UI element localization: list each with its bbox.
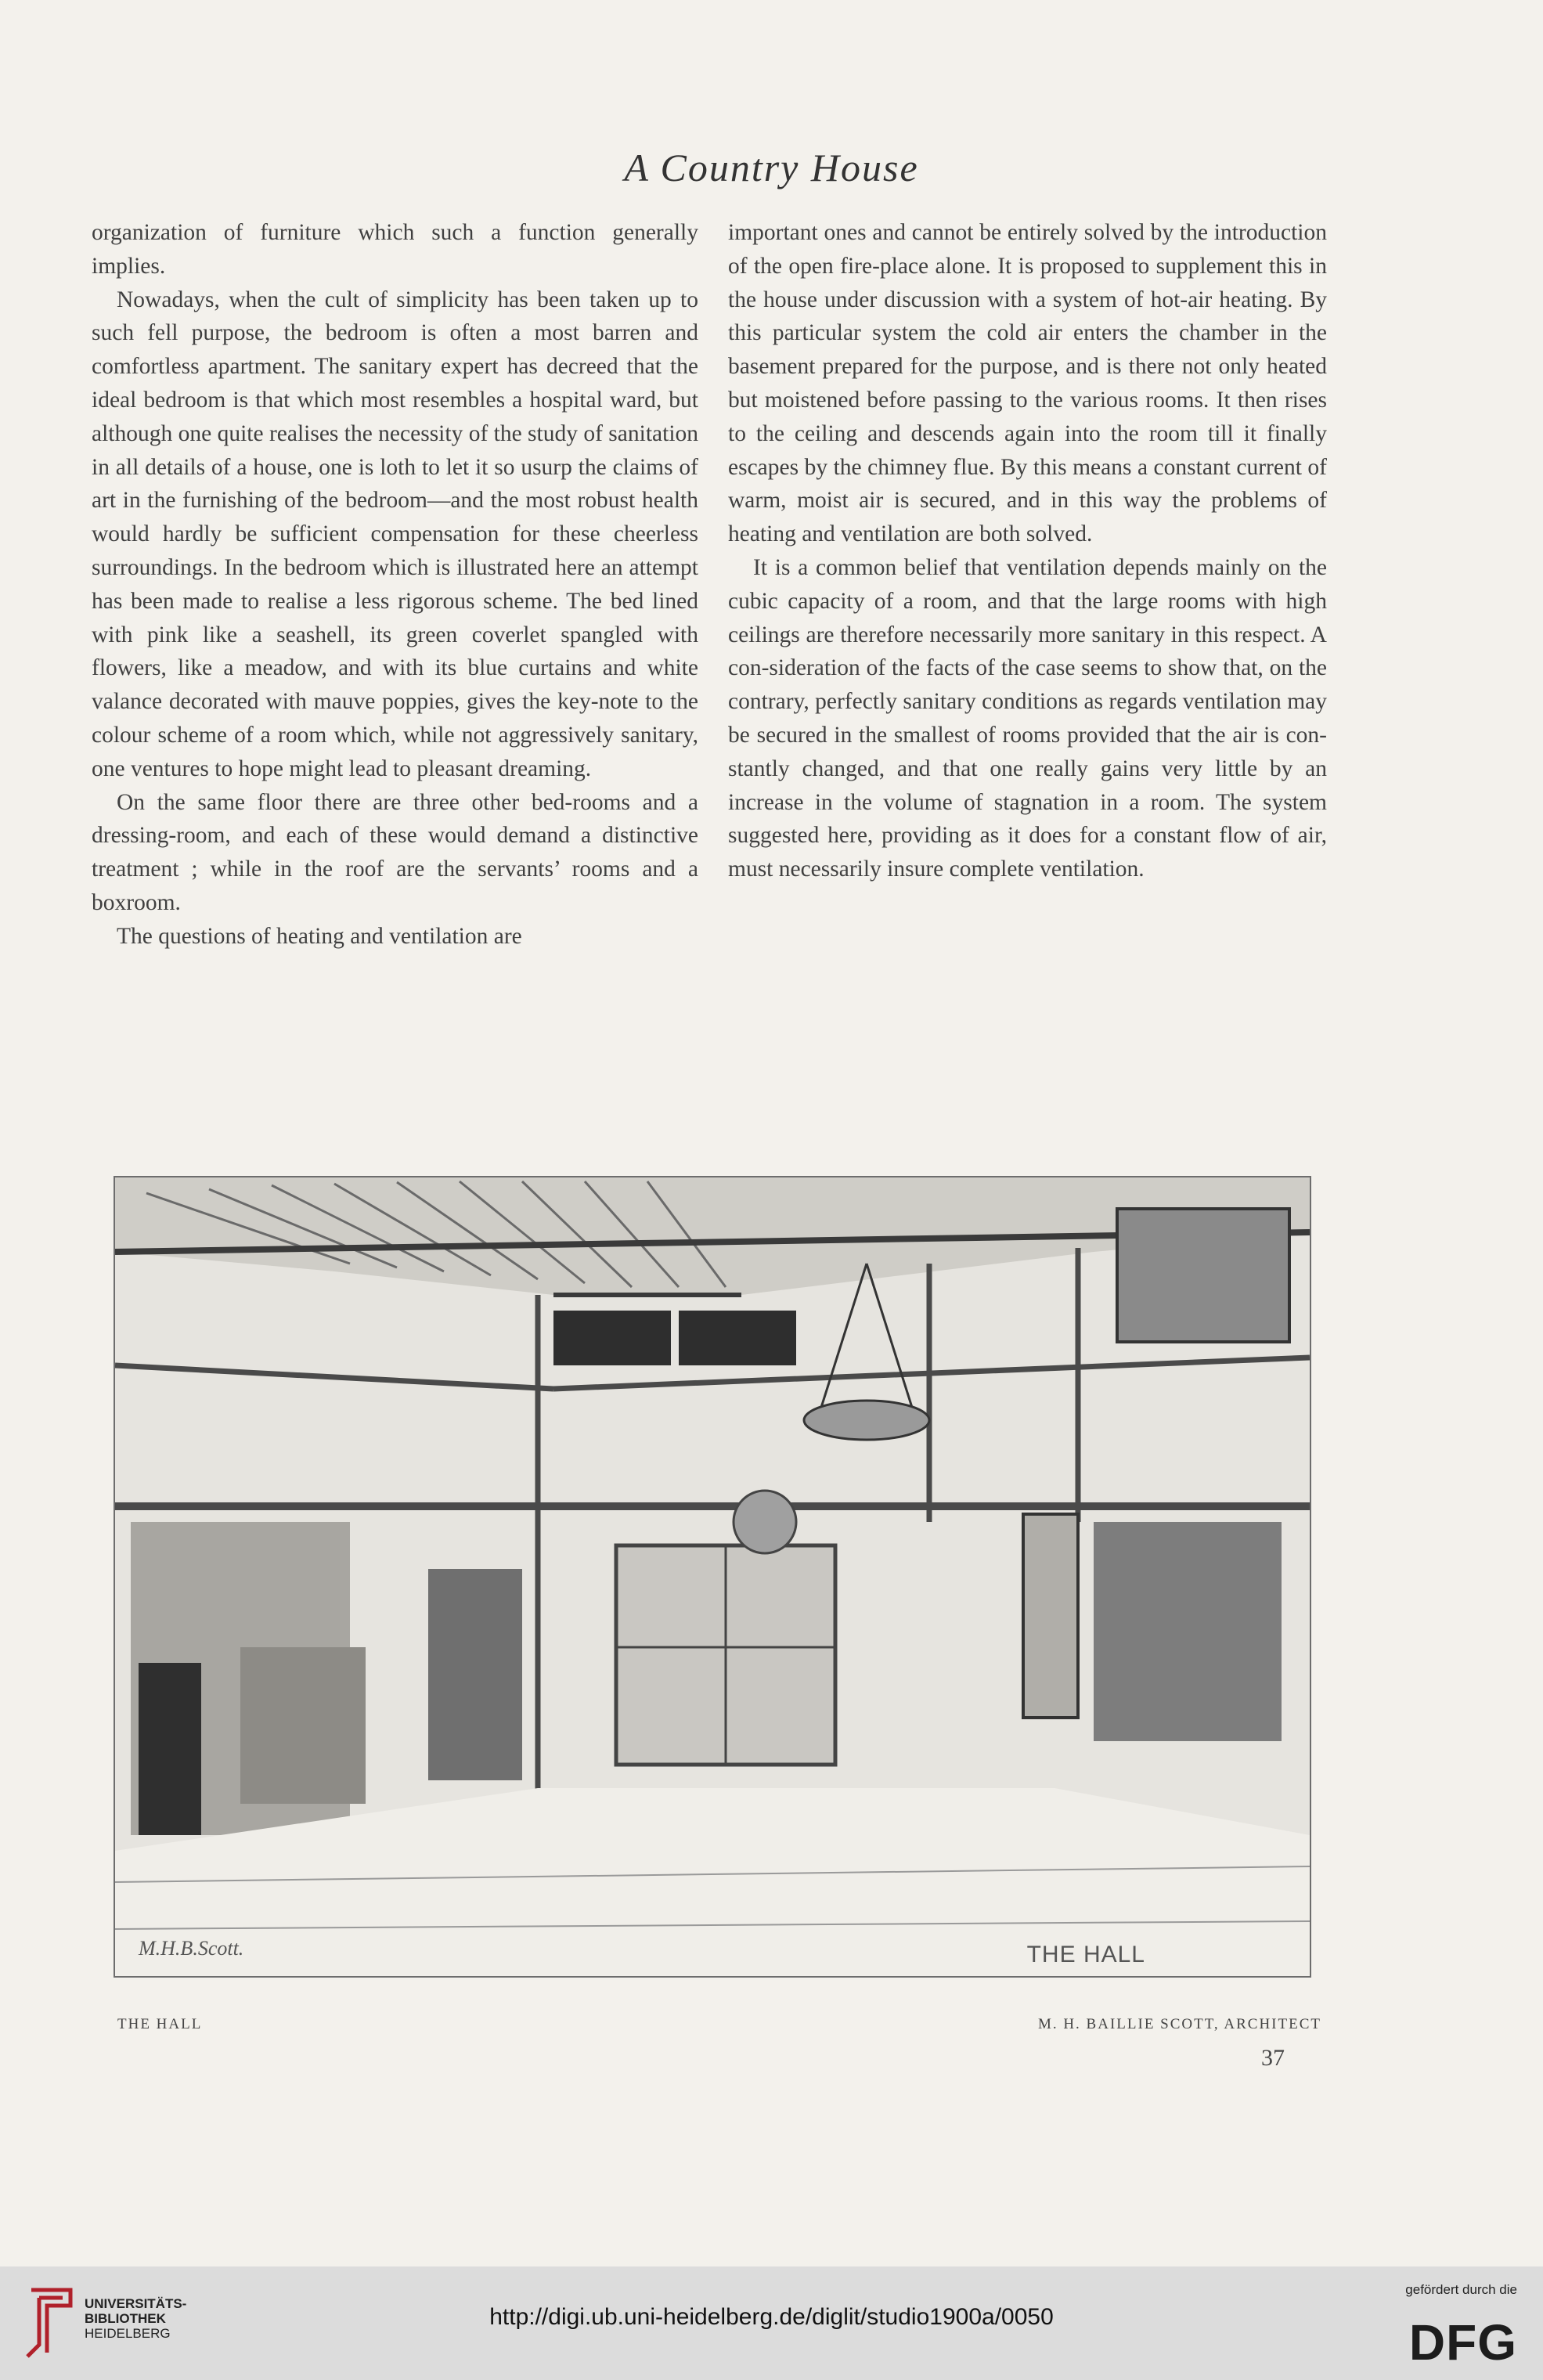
left-column <box>92 216 698 954</box>
funding-label: gefördert durch die <box>1405 2282 1517 2297</box>
paragraph: Nowadays, when the cult of simplicity has been taken up to such fell purpose, the bedroom is often a most barren and comfortless apartment. The sanitary expert has decreed that the ideal bedroom is that which most resembles a hospital ward, but although one quite realises the necessity of the study of sanitation in all details of a house, one is loth to let it so usurp the claims of art in the furnishing of the bedroom—and the most robust health would hardly be sufficient compensation for these cheerless surroundings. In the bedroom which is illustrated here an attempt has been made to realise a less rigorous scheme. The bed lined with pink like a seashell, its green coverlet spangled with flowers, like a meadow, and with its blue curtains and white valance decorated with mauve poppies, gives the key-note to the colour scheme of a room which, while not aggressively sanitary, one ventures to hope might lead to pleasant dreaming. <box>92 287 699 781</box>
paragraph: On the same floor there are three other bed-rooms and a dressing-room, and each of these would demand a distinctive treatment ; while in the roof are the servants’ rooms and a boxroom. <box>92 789 698 915</box>
library-name-line: UNIVERSITÄTS- <box>85 2296 187 2311</box>
figure-caption: THE HALL <box>117 2016 203 2032</box>
architect-credit: M. H. BAILLIE SCOTT, ARCHITECT <box>1037 2016 1321 2032</box>
running-title: A Country House <box>624 146 919 189</box>
source-url[interactable]: http://digi.ub.uni-heidelberg.de/diglit/studio1900a/0050 <box>489 2304 1054 2330</box>
paragraph: organization of furniture which such a function generally implies. <box>92 220 698 279</box>
right-column <box>728 216 1327 886</box>
digitization-footer <box>0 2266 1543 2380</box>
page-number: 37 <box>1261 2045 1285 2071</box>
library-name-line: BIBLIOTHEK <box>85 2311 166 2326</box>
hall-drawing <box>115 1177 1310 1976</box>
dfg-logo: DFG <box>1408 2314 1517 2371</box>
illustration-inscription: THE HALL <box>1026 1942 1145 1967</box>
paragraph: It is a common belief that ventilation depends mainly on the cubic capacity of a room, and that the large rooms with high ceilings are therefore necessarily more sanitary in this respect. A con-sideration of the facts of the case seems to show that, on the contrary, perfectly sanitary conditions as regards ventilation may be secured in the smallest of rooms provided that the air is con-stantly changed, and that one really gains very little by an increase in the volume of stagnation in a room. The system suggested here, providing as it does for a constant flow of air, must necessarily insure complete ventilation. <box>728 554 1327 882</box>
illustration-the-hall <box>114 1176 1311 1978</box>
paragraph: important ones and cannot be entirely solved by the introduction of the open fire-place alone. It is proposed to supplement this in the house under discussion with a system of hot-air heating. By this particular system the cold air enters the chamber in the basement prepared for the purpose, and is there not only heated but moistened before passing to the various rooms. It then rises to the ceiling and descends again into the room till it finally escapes by the chimney flue. By this means a constant current of warm, moist air is secured, and in this way the problems of heating and ventilation are both solved. <box>728 220 1327 547</box>
library-name-line: HEIDELBERG <box>85 2326 171 2341</box>
illustration-signature: M.H.B.Scott. <box>139 1937 244 1960</box>
paragraph: The questions of heating and ventilation are <box>117 923 522 949</box>
